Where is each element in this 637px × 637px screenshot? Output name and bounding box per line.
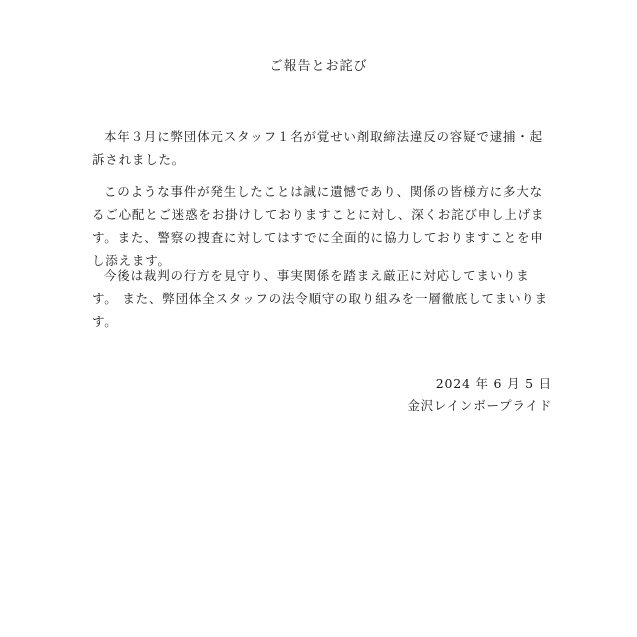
paragraph-arrest-report: 本年３月に弊団体元スタッフ１名が覚せい剤取締法違反の容疑で逮捕・起訴されました。 [92,129,543,167]
document-date: 2024 年 6 月 5 日 [435,376,552,391]
organization-name: 金沢レインボープライド [407,398,552,413]
document-title: ご報告とお詫び [269,59,368,74]
paragraph-apology: このような事件が発生したことは誠に遺憾であり、関係の皆様方に多大なるご心配とご迷惑をお掛けしておりますことに対し、深くお詫び申し上げます。また、警察の捜査に対してはすでに全面的に協力しておりますことを申し添えます。 [92,184,545,268]
paragraph-future-response: 今後は裁判の行方を見守り、事実関係を踏まえ厳正に対応してまいります。 また、弊団体全スタッフの法令順守の取り組みを一層徹底してまいります。 [92,268,548,329]
